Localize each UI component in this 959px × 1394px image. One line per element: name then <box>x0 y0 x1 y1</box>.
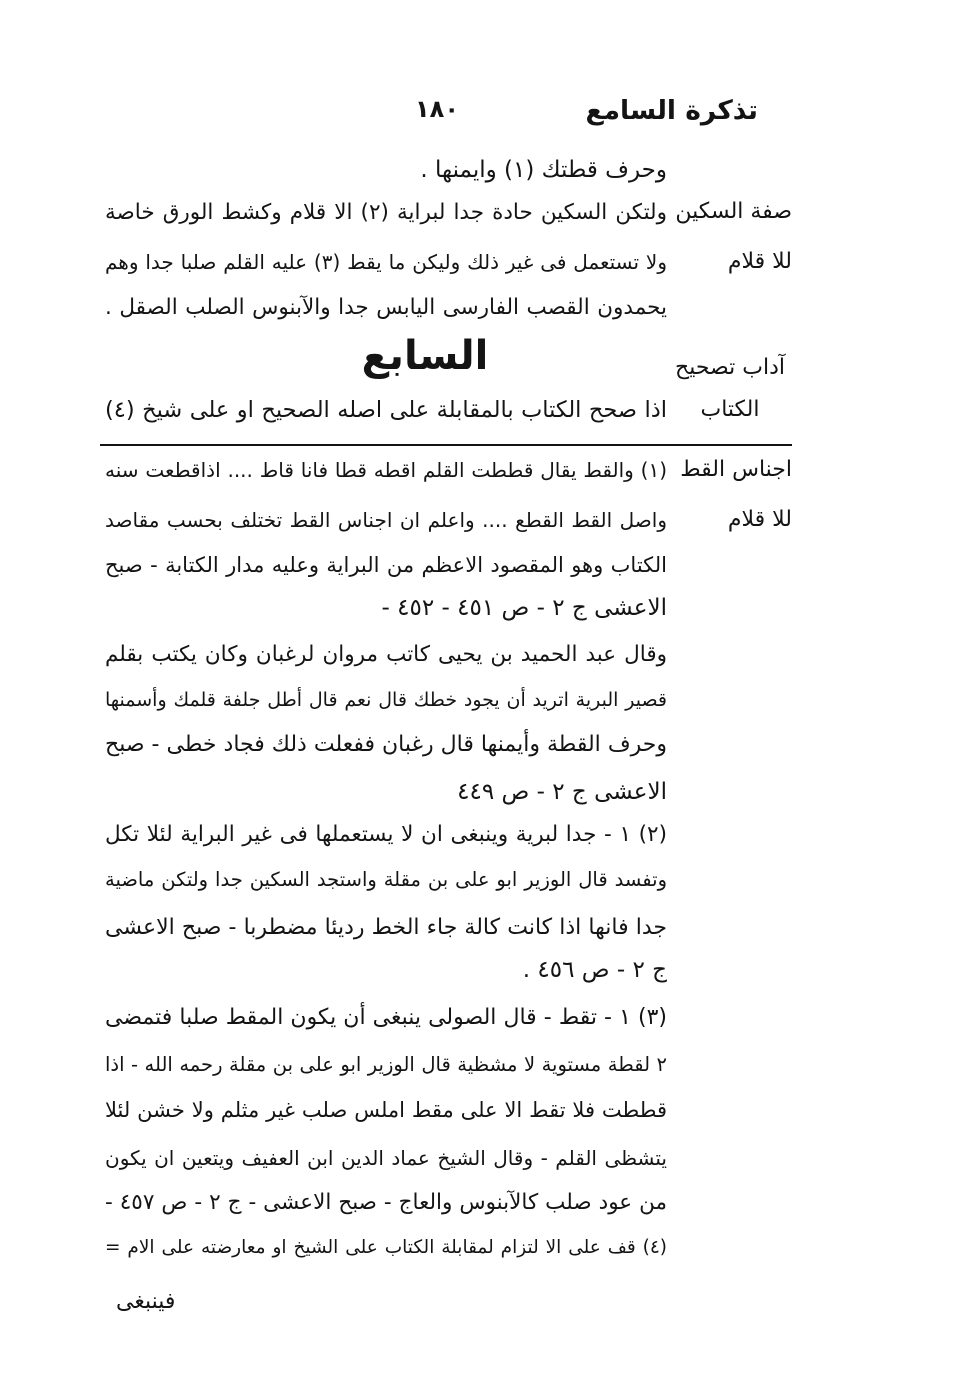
footnote-line: الاعشى ج ٢ - ص ٤٥١ - ٤٥٢ - <box>381 595 667 621</box>
body-line: اذا صحح الكتاب بالمقابلة على اصله الصحيح او على شيخ (٤) <box>105 397 667 423</box>
catchword: فينبغى <box>116 1289 176 1314</box>
footnote-line: يتشظى القلم - وقال الشيخ عماد الدين ابن العفيف ويتعين ان يكون <box>105 1146 667 1170</box>
footnote-line: قططت فلا تقط الا على مقط املس صلب غير مثلم ولا خشن لئلا <box>105 1098 667 1122</box>
footnote-line: وتفسد قال الوزير ابو على بن مقلة واستجد السكين جدا ولتكن ماضية <box>105 868 667 891</box>
body-line: ولتكن السكين حادة جدا لبراية (٢) الا قلام وكشط الورق خاصة <box>105 200 667 225</box>
margin-note: آداب تصحيح <box>675 355 785 380</box>
page-number: ١٨٠ <box>415 95 459 123</box>
footnote-line: ج ٢ - ص ٤٥٦ . <box>522 957 667 983</box>
body-line: وحرف قطتك (١) وايمنها . <box>420 157 667 183</box>
section-heading: السابع <box>361 333 489 379</box>
margin-note: الكتاب <box>700 397 760 422</box>
footnote-line: ٢ لقطة مستوية لا مشظية قال الوزير ابو على بن مقلة رحمه الله - اذا <box>105 1053 667 1076</box>
margin-note: صفة السكين <box>675 199 792 224</box>
margin-note: للا قلام <box>727 249 792 274</box>
margin-note: اجناس القط <box>680 457 792 482</box>
footnote-line: جدا فانها اذا كانت كالة جاء الخط رديئا مضطربا - صبح الاعشى <box>105 915 667 940</box>
running-header-title: تذكرة السامع <box>585 95 758 126</box>
footnote-line: الاعشى ج ٢ - ص ٤٤٩ <box>457 779 667 805</box>
footnote-divider <box>100 444 792 446</box>
footnote-line: (١) والقط يقال قططت القلم اقطه قطا فانا قاط .... اذاقطعت سنه <box>105 458 667 482</box>
footnote-line: (٤) قف على الا لتزام لمقابلة الكتاب على الشيخ او معارضته على الام = <box>105 1237 667 1258</box>
body-line: ولا تستعمل فى غير ذلك وليكن ما يقط (٣) عليه القلم صلبا جدا وهم <box>105 250 667 274</box>
body-line: يحمدون القصب الفارسى اليابس جدا والآبنوس الصلب الصقل . <box>105 295 667 320</box>
footnote-line: واصل القط القطع .... واعلم ان اجناس القط تختلف بحسب مقاصد <box>105 508 667 532</box>
footnote-line: وقال عبد الحميد بن يحيى كاتب مروان لرغبان وكان يكتب بقلم <box>105 642 667 667</box>
footnote-line: الكتاب وهو المقصود الاعظم من البراية وعليه مدار الكتابة - صبح <box>105 553 667 577</box>
footnote-line: قصير البرية اتريد أن يجود خطك قال نعم قال أطل جلفة قلمك وأسمنها <box>105 689 667 711</box>
footnote-line: وحرف القطة وأيمنها قال رغبان ففعلت ذلك فجاد خطى - صبح <box>105 732 667 757</box>
footnote-line: (٢) ١ - جدا لبرية وينبغى ان لا يستعملها فى غير البراية لئلا تكل <box>105 822 667 847</box>
margin-note: للا قلام <box>727 507 792 532</box>
footnote-line: من عود صلب كالآبنوس والعاج - صبح الاعشى - ج ٢ - ص ٤٥٧ - <box>105 1190 667 1215</box>
footnote-line: (٣) ١ - تقط - قال الصولى ينبغى أن يكون المقط صلبا فتمضى <box>105 1005 668 1030</box>
